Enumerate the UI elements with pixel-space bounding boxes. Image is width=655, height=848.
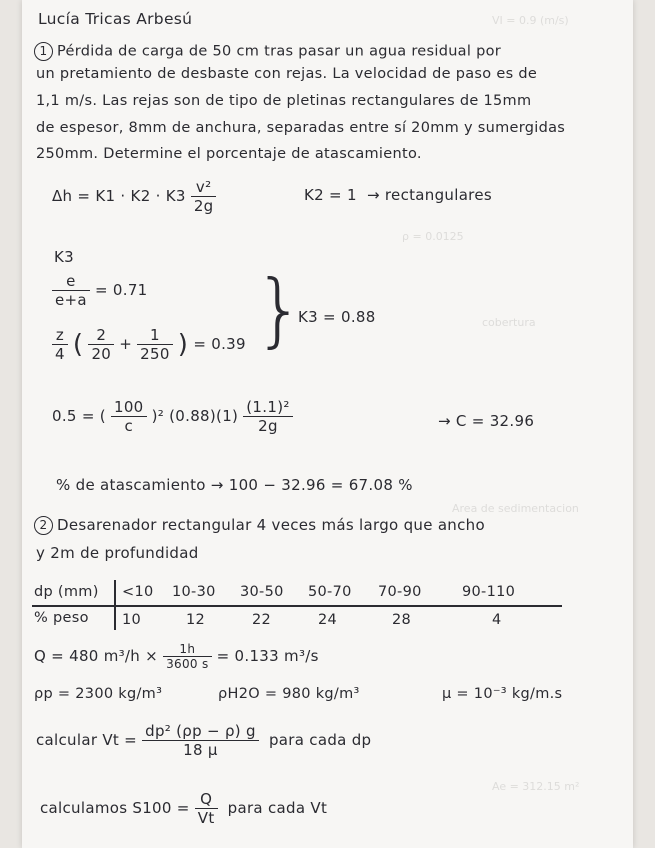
table-value-cell: 4 [492,612,502,628]
c-result: → C = 32.96 [438,412,535,430]
k3-ratio-2: $\frac{z}{4}$ ( $\frac{2}{20}$ + $\frac{1}{250}$ ) = 0.39 [52,326,246,363]
atascamiento-result: % de atascamiento → 100 − 32.96 = 67.08 % [56,476,413,494]
table-header-cell: 70-90 [378,584,422,600]
table-row-label-dp: dp (mm) [34,584,99,600]
author-name: Lucía Tricas Arbesú [38,10,193,28]
curly-brace: } [254,263,305,356]
notebook-page [22,0,633,848]
problem-1-line-2: un pretamiento de desbaste con rejas. La velocidad de paso es de [36,66,538,82]
table-value-cell: 24 [318,612,338,628]
water-density: ρH2O = 980 kg/m³ [218,686,360,702]
flow-rate-line: Q = 480 m³/h × $\frac{1h}{3600 s}$ = 0.133 m³/s [34,642,319,671]
k2-equation: K2 = 1 → rectangulares [304,186,492,204]
main-equation: Δh = K1 · K2 · K3 $\frac{\text{v²}}{2g}$ [52,178,216,215]
table-header-cell: 50-70 [308,584,352,600]
problem-2-number: 2 [34,516,53,535]
problem-1-line-5: 250mm. Determine el porcentaje de atascamiento. [36,146,422,162]
bleed-through-mark: Area de sedimentacion [452,502,579,515]
table-header-cell: 10-30 [172,584,216,600]
bleed-through-mark: ρ = 0.0125 [402,230,464,243]
k3-result: K3 = 0.88 [298,308,376,326]
table-row-label-peso: % peso [34,610,89,626]
problem-1-line-3: 1,1 m/s. Las rejas son de tipo de pletinas rectangulares de 15mm [36,93,532,109]
table-header-cell: 90-110 [462,584,516,600]
bleed-through-mark: cobertura [482,316,536,329]
viscosity: μ = 10⁻³ kg/m.s [442,686,563,702]
particle-density: ρp = 2300 kg/m³ [34,686,163,702]
bleed-through-mark: VI = 0.9 (m/s) [492,14,569,27]
problem-2-line-2: y 2m de profundidad [36,544,199,562]
table-header-cell: 30-50 [240,584,284,600]
table-header-cell: <10 [122,584,154,600]
table-value-cell: 12 [186,612,206,628]
problem-1-line-1: 1 Pérdida de carga de 50 cm tras pasar un agua residual por [34,42,501,61]
table-horizontal-line [32,605,562,607]
table-value-cell: 22 [252,612,272,628]
k3-label: K3 [54,248,74,266]
problem-1-line-4: de espesor, 8mm de anchura, separadas entre sí 20mm y sumergidas [36,120,566,136]
table-value-cell: 10 [122,612,142,628]
surface-area-formula: calculamos S100 = $\frac{Q}{Vt}$ para cada Vt [40,790,328,827]
bleed-through-mark: Ae = 312.15 m² [492,780,580,793]
equation-2: 0.5 = ( $\frac{100}{c}$ )² (0.88)(1) $\frac{\text{(1.1)²}}{2g}$ [52,398,293,435]
settling-velocity-formula: calcular Vt = $\frac{\text{dp² (ρp − ρ) g}}{18 \mu}$ para cada dp [36,722,372,759]
problem-1-number: 1 [34,42,53,61]
problem-2-line-1: 2 Desarenador rectangular 4 veces más largo que ancho [34,516,485,535]
k3-ratio-1: $\frac{e}{e+a}$ = 0.71 [52,272,148,309]
table-value-cell: 28 [392,612,412,628]
